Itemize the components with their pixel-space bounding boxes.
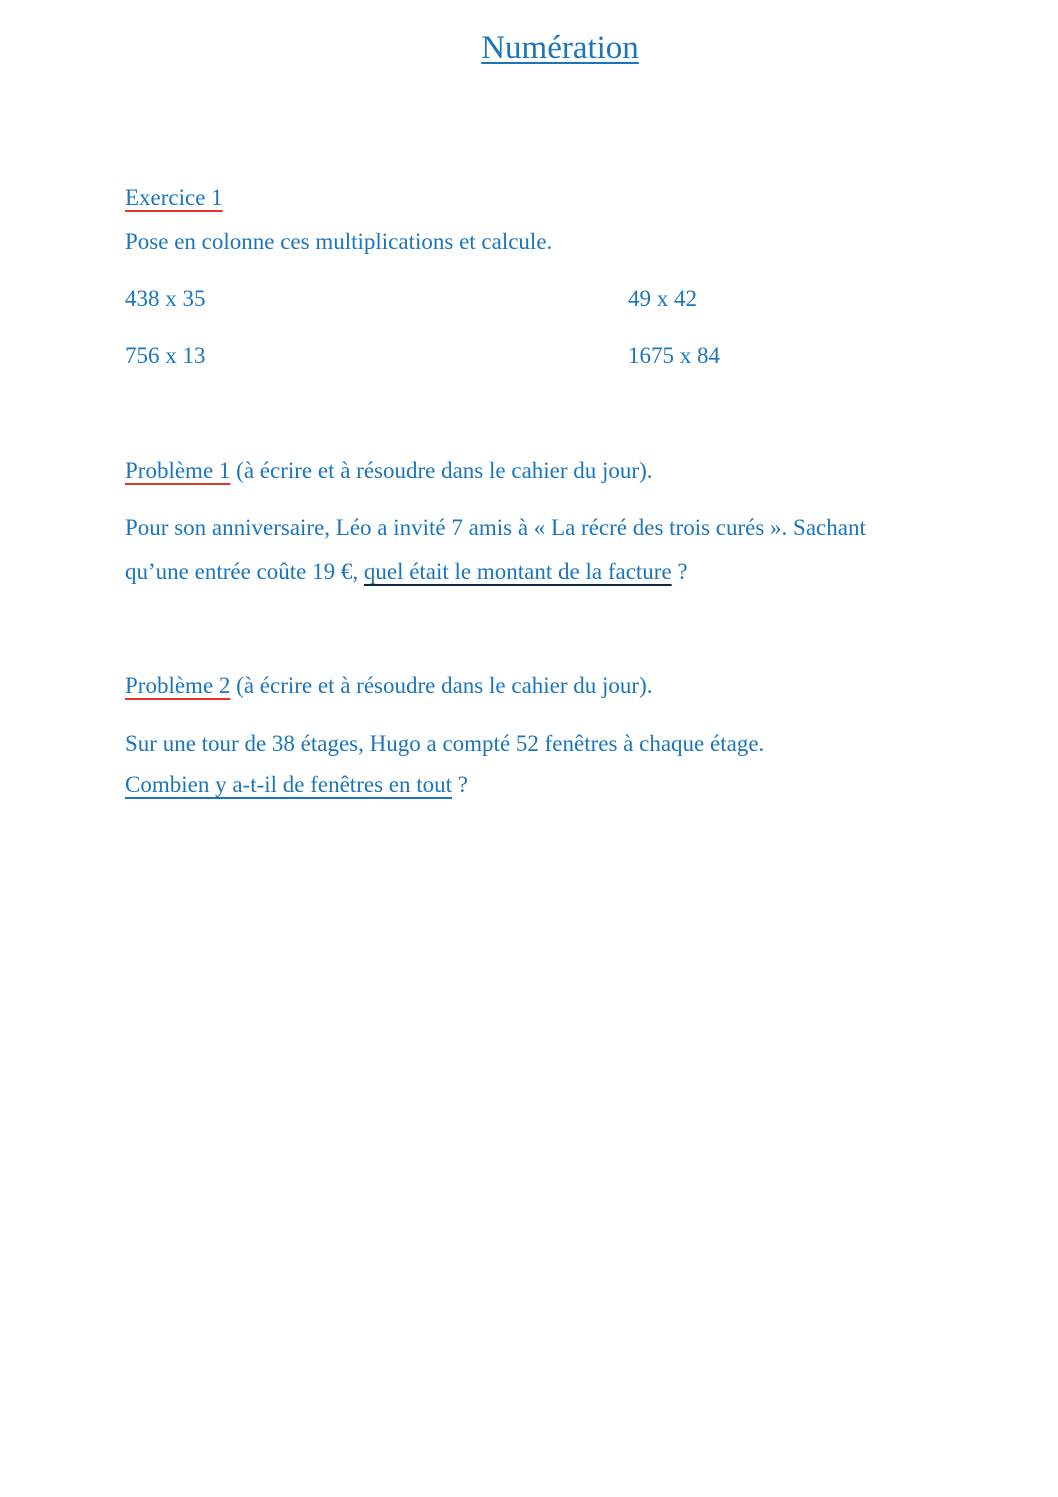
probleme1-note: (à écrire et à résoudre dans le cahier du jour).	[230, 458, 653, 483]
probleme2-heading: Problème 2	[125, 673, 231, 698]
probleme2-question: Combien y a-t-il de fenêtres en tout	[125, 772, 453, 797]
operation-1: 438 x 35	[125, 286, 206, 311]
probleme2-heading-line	[125, 671, 653, 701]
exercice1-heading-text: Exercice 1	[125, 185, 223, 210]
operation-4: 1675 x 84	[628, 343, 720, 368]
exercice1-instruction: Pose en colonne ces multiplications et calcule.	[125, 229, 553, 254]
probleme1-statement-line1: Pour son anniversaire, Léo a invité 7 amis à « La récré des trois curés ». Sachant	[125, 515, 866, 540]
operation-3: 756 x 13	[125, 343, 206, 368]
probleme1-heading-line	[125, 456, 653, 486]
probleme2-note: (à écrire et à résoudre dans le cahier du jour).	[230, 673, 653, 698]
operation-2: 49 x 42	[628, 286, 697, 311]
exercice1-heading	[125, 183, 223, 213]
probleme2-statement-line1: Sur une tour de 38 étages, Hugo a compté 52 fenêtres à chaque étage.	[125, 731, 765, 756]
probleme1-line2-start: qu’une entrée coûte 19 €,	[125, 559, 364, 584]
probleme1-heading: Problème 1	[125, 458, 231, 483]
probleme1-line2-end: ?	[671, 559, 688, 584]
page-title: Numération	[481, 30, 639, 66]
probleme2-line2-end: ?	[452, 772, 468, 797]
probleme1-question: quel était le montant de la facture	[363, 559, 672, 584]
probleme1-statement-line2	[125, 557, 688, 587]
probleme2-statement-line2	[125, 770, 468, 800]
